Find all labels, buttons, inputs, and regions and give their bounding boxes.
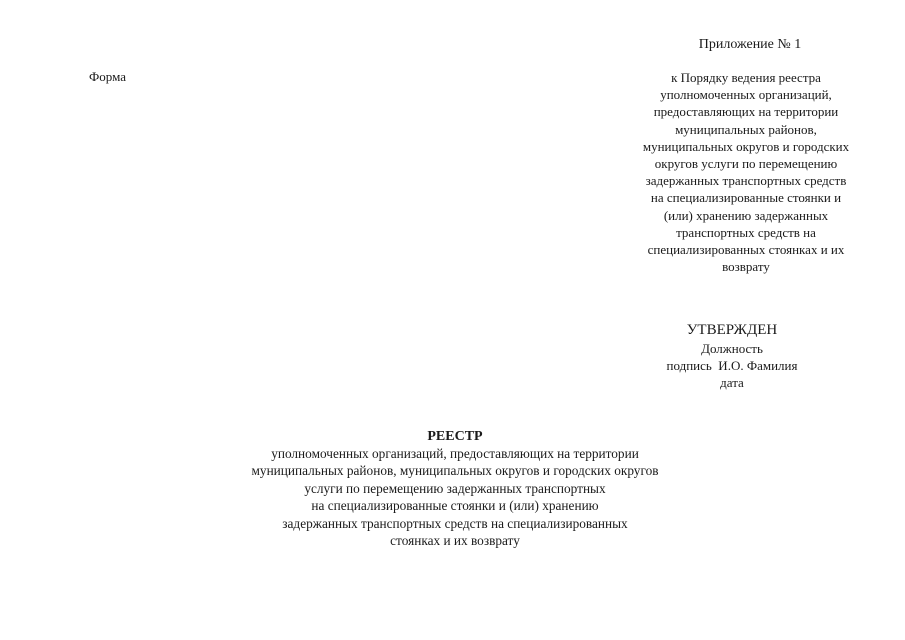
- annex-description-line: муниципальных округов и городских: [642, 138, 850, 154]
- registry-title: РЕЕСТР: [427, 429, 483, 444]
- signature-line: подпись И.О. Фамилия: [666, 358, 798, 373]
- registry-description-line: на специализированные стоянки и (или) хранению: [311, 498, 599, 514]
- approval-date: дата: [720, 375, 744, 390]
- approver-position: Должность: [701, 341, 763, 356]
- annex-description-line: уполномоченных организаций,: [660, 87, 832, 103]
- annex-title: Приложение № 1: [698, 37, 802, 52]
- annex-description-line: округов услуги по перемещению: [654, 156, 838, 172]
- annex-description: [612, 69, 880, 275]
- annex-description-line: муниципальных районов,: [675, 121, 817, 137]
- annex-description-line: к Порядку ведения реестра: [671, 70, 821, 85]
- registry-description-line: уполномоченных организаций, предоставляющих на территории: [271, 446, 639, 461]
- approved-heading: УТВЕРЖДЕН: [686, 322, 778, 338]
- annex-description-line: (или) хранению задержанных: [663, 207, 829, 223]
- registry-description: [180, 445, 730, 549]
- annex-description-line: специализированных стоянках и их: [647, 242, 845, 258]
- registry-description-line: задержанных транспортных средств на специализированных: [282, 515, 628, 531]
- form-label: Форма: [89, 69, 126, 84]
- approval-block: [630, 320, 834, 391]
- annex-description-line: на специализированные стоянки и: [650, 190, 842, 206]
- registry-description-line: услуги по перемещению задержанных транспортных: [304, 480, 606, 496]
- annex-description-line: предоставляющих на территории: [653, 104, 839, 120]
- annex-description-line: задержанных транспортных средств: [645, 173, 847, 189]
- annex-description-line: возврату: [722, 259, 770, 275]
- annex-description-line: транспортных средств на: [676, 224, 816, 240]
- registry-description-line: муниципальных районов, муниципальных округов и городских округов: [251, 463, 659, 479]
- registry-description-line: стоянках и их возврату: [390, 533, 520, 549]
